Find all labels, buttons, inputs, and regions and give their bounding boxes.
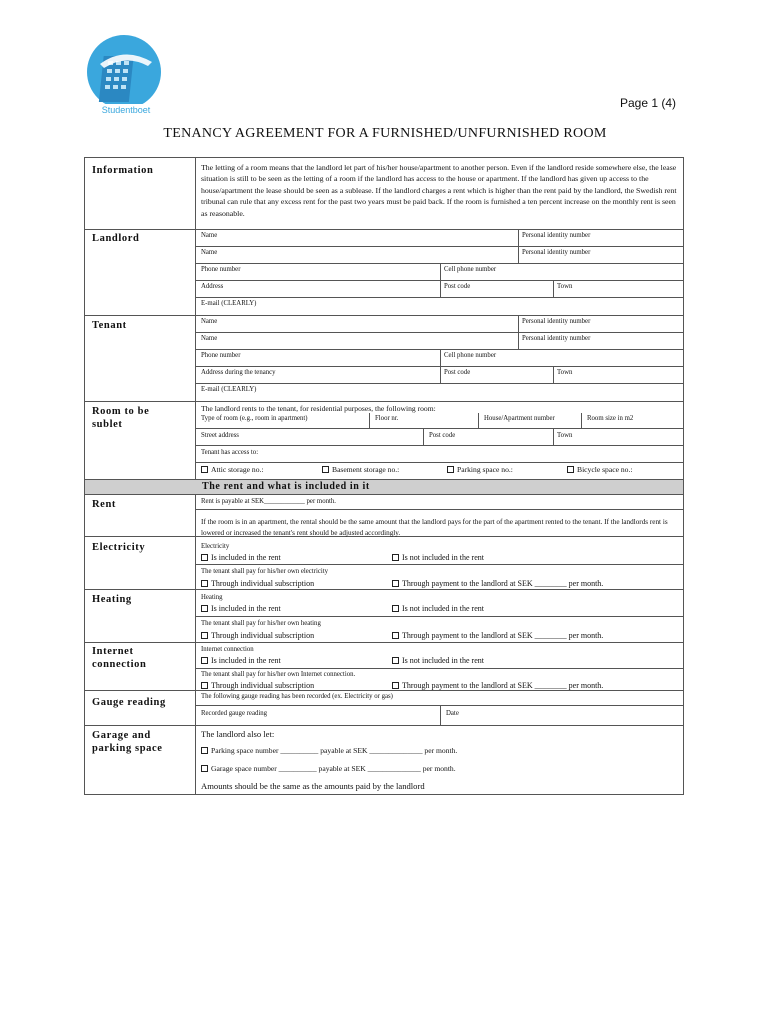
garage-garage-label: Garage space number __________ payable at SEK ______________ per month. [211, 764, 456, 773]
internet-own: The tenant shall pay for his/her own Internet connection. [201, 671, 356, 678]
checkbox-icon [392, 657, 399, 664]
company-logo [86, 34, 166, 116]
internet-subscription-label: Through individual subscription [211, 681, 315, 690]
heating-subscription-label: Through individual subscription [211, 631, 315, 640]
internet-payment[interactable] [392, 681, 603, 690]
heating-not-included[interactable] [392, 604, 484, 613]
tenant-name2[interactable]: Name [201, 335, 218, 342]
electricity-not-included[interactable] [392, 553, 484, 562]
attic-checkbox[interactable] [201, 465, 264, 474]
internet-included-label: Is included in the rent [211, 656, 281, 665]
internet-not-included[interactable] [392, 656, 484, 665]
tenancy-form [84, 157, 684, 795]
parking-label: Parking space no.: [457, 465, 513, 474]
room-intro: The landlord rents to the tenant, for residential purposes, the following room: [201, 404, 436, 413]
internet-label: Internet connection [92, 646, 147, 670]
rent-section-band [85, 479, 683, 495]
landlord-name1[interactable]: Name [201, 232, 218, 239]
electricity-label: Electricity [92, 542, 146, 553]
room-size[interactable]: Room size in m2 [587, 415, 634, 422]
room-type[interactable]: Type of room (e.g., room in apartment) [201, 415, 308, 422]
landlord-label: Landlord [92, 233, 140, 244]
landlord-email[interactable]: E-mail (CLEARLY) [201, 300, 257, 307]
room-access: Tenant has access to: [201, 449, 259, 456]
garage-head: The landlord also let: [201, 729, 275, 739]
room-street[interactable]: Street address [201, 432, 239, 439]
internet-payment-label: Through payment to the landlord at SEK ________ per month. [402, 681, 604, 690]
garage-footer: Amounts should be the same as the amounts paid by the landlord [201, 781, 425, 791]
tenant-label: Tenant [92, 320, 127, 331]
logo-text: Studentboet [101, 105, 151, 115]
gauge-recorded[interactable]: Recorded gauge reading [201, 710, 268, 717]
garage-garage-option[interactable] [201, 764, 456, 773]
electricity-included-label: Is included in the rent [211, 553, 281, 562]
page-title: TENANCY AGREEMENT FOR A FURNISHED/UNFURNISHED ROOM [163, 126, 607, 141]
landlord-address[interactable]: Address [201, 283, 224, 290]
garage-parking-label: Parking space number __________ payable at SEK ______________ per month. [211, 746, 458, 755]
checkbox-icon [201, 605, 208, 612]
garage-parking-option[interactable] [201, 746, 457, 755]
rent-note: If the room is in an apartment, the rental should be the same amount that the landlord pays for the part of the apartment rented to the tenant. If the landlords rent is lowered or increased the tenant's rent should be adjusted accordingly. [201, 518, 668, 537]
landlord-town[interactable]: Town [557, 283, 573, 290]
electricity-not-included-label: Is not included in the rent [402, 553, 484, 562]
basement-label: Basement storage no.: [332, 465, 400, 474]
checkbox-icon [201, 632, 208, 639]
checkbox-icon [201, 657, 208, 664]
gauge-label: Gauge reading [92, 697, 166, 708]
checkbox-icon [447, 466, 454, 473]
tenant-pin1[interactable]: Personal identity number [522, 318, 591, 325]
checkbox-icon [392, 682, 399, 689]
landlord-pin1[interactable]: Personal identity number [522, 232, 591, 239]
garage-label: Garage and parking space [92, 730, 163, 754]
checkbox-icon [201, 682, 208, 689]
checkbox-icon [201, 765, 208, 772]
heating-label: Heating [92, 594, 132, 605]
gauge-date[interactable]: Date [446, 710, 459, 717]
tenant-address[interactable]: Address during the tenancy [201, 369, 276, 376]
checkbox-icon [322, 466, 329, 473]
electricity-head: Electricity [201, 543, 230, 550]
checkbox-icon [392, 554, 399, 561]
tenant-town[interactable]: Town [557, 369, 573, 376]
checkbox-icon [392, 632, 399, 639]
internet-not-included-label: Is not included in the rent [402, 656, 484, 665]
electricity-own: The tenant shall pay for his/her own electricity [201, 568, 329, 575]
heating-included[interactable] [201, 604, 281, 613]
information-label: Information [92, 165, 154, 176]
heating-payment[interactable] [392, 631, 603, 640]
attic-label: Attic storage no.: [211, 465, 264, 474]
room-town[interactable]: Town [557, 432, 573, 439]
checkbox-icon [392, 580, 399, 587]
checkbox-icon [392, 605, 399, 612]
checkbox-icon [201, 747, 208, 754]
checkbox-icon [201, 466, 208, 473]
information-text: The letting of a room means that the landlord let part of his/her house/apartment to another person. Even if the landlord reside somewhere else, the lease situation is still to be seen as the letting of a room if the landlord has access to the house or apartment. If the landlord has given up access to the house/apartment the lease should be seen as a sublease. If the landlord charges a rent which is higher than the rent paid by the landlord, the Swedish rent tribunal can rule that any excess rent for the past two years must be paid back. If the room is furnished a ten percent increase on the monthly rent is seen as reasonable. [201, 163, 677, 218]
landlord-pin2[interactable]: Personal identity number [522, 249, 591, 256]
heating-not-included-label: Is not included in the rent [402, 604, 484, 613]
landlord-phone[interactable]: Phone number [201, 266, 241, 273]
electricity-included[interactable] [201, 553, 281, 562]
heating-included-label: Is included in the rent [211, 604, 281, 613]
tenant-cell[interactable]: Cell phone number [444, 352, 497, 359]
heating-payment-label: Through payment to the landlord at SEK ________ per month. [402, 631, 604, 640]
rent-label: Rent [92, 499, 116, 510]
bicycle-label: Bicycle space no.: [577, 465, 633, 474]
room-floor[interactable]: Floor nr. [375, 415, 399, 422]
electricity-payment[interactable] [392, 579, 603, 588]
electricity-payment-label: Through payment to the landlord at SEK ________ per month. [402, 579, 604, 588]
room-post[interactable]: Post code [429, 432, 456, 439]
checkbox-icon [201, 580, 208, 587]
internet-head: Internet connection [201, 646, 254, 653]
landlord-name2[interactable]: Name [201, 249, 218, 256]
tenant-email[interactable]: E-mail (CLEARLY) [201, 386, 257, 393]
rent-section-heading: The rent and what is included in it [202, 481, 370, 492]
heating-own: The tenant shall pay for his/her own heating [201, 620, 321, 627]
internet-included[interactable] [201, 656, 281, 665]
tenant-post[interactable]: Post code [444, 369, 471, 376]
landlord-cell[interactable]: Cell phone number [444, 266, 497, 273]
parking-checkbox[interactable] [447, 465, 513, 474]
heating-subscription[interactable] [201, 631, 314, 640]
rent-payable[interactable]: Rent is payable at SEK____________ per month. [201, 498, 336, 505]
electricity-subscription[interactable] [201, 579, 314, 588]
tenant-name1[interactable]: Name [201, 318, 218, 325]
landlord-post[interactable]: Post code [444, 283, 471, 290]
gauge-head: The following gauge reading has been recorded (ex. Electricity or gas) [201, 693, 393, 700]
tenant-phone[interactable]: Phone number [201, 352, 241, 359]
heating-head: Heating [201, 594, 223, 601]
bicycle-checkbox[interactable] [567, 465, 632, 474]
page-number: Page 1 (4) [620, 96, 677, 110]
internet-subscription[interactable] [201, 681, 314, 690]
checkbox-icon [567, 466, 574, 473]
room-label: Room to be sublet [92, 406, 150, 430]
checkbox-icon [201, 554, 208, 561]
electricity-subscription-label: Through individual subscription [211, 579, 315, 588]
room-apt-number[interactable]: House/Apartment number [484, 415, 555, 422]
basement-checkbox[interactable] [322, 465, 399, 474]
tenant-pin2[interactable]: Personal identity number [522, 335, 591, 342]
